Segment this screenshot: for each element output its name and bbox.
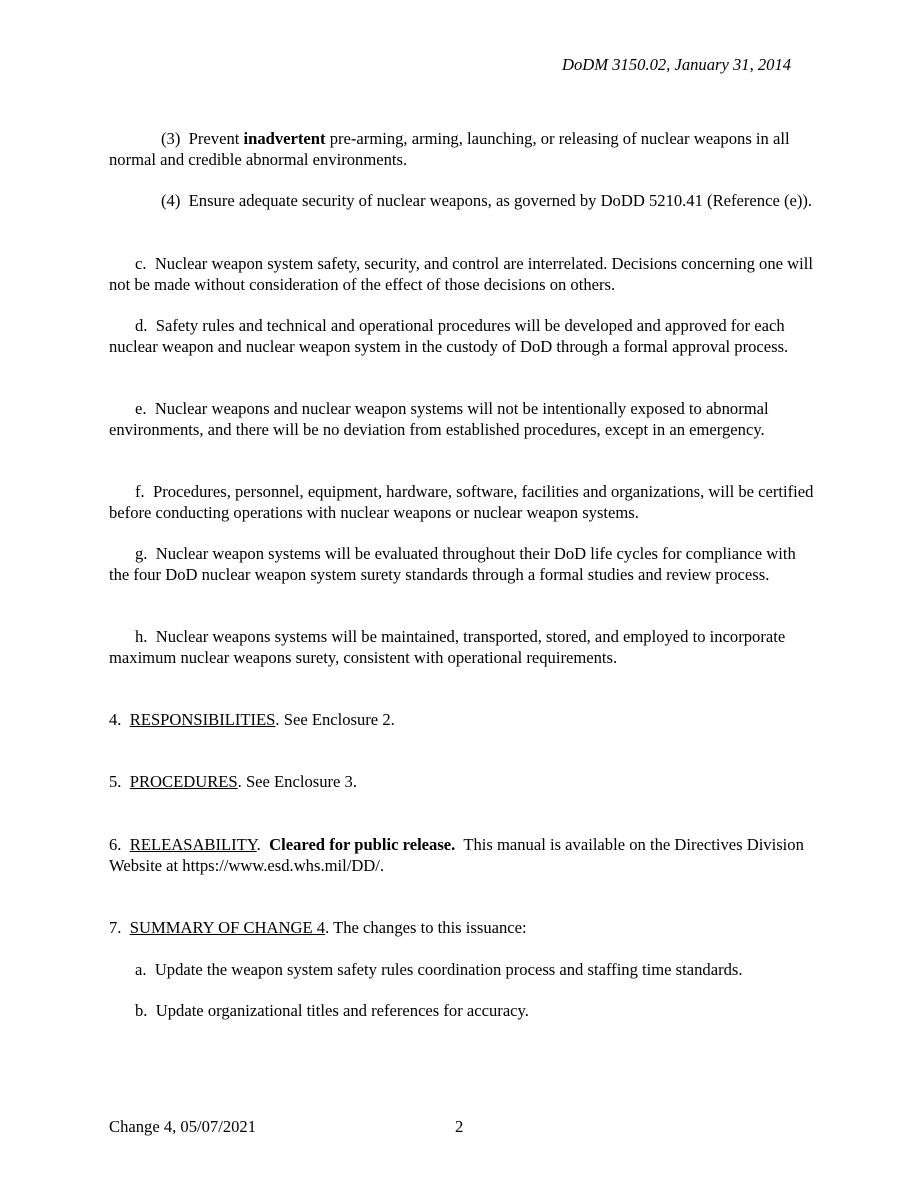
paragraph-label: f. — [135, 482, 145, 501]
paragraph-d — [109, 316, 814, 358]
paragraph-label: e. — [135, 399, 147, 418]
section-text: . The changes to this issuance: — [325, 918, 527, 937]
item-text: Update the weapon system safety rules coordination process and staffing time standards. — [154, 960, 743, 979]
paragraph-text: Nuclear weapon systems will be evaluated throughout their DoD life cycles for compliance with the four DoD nuclear weapon system surety standards through a formal studies and review process. — [109, 544, 796, 584]
paragraph-label: h. — [135, 627, 148, 646]
item-text: Update organizational titles and references for accuracy. — [155, 1001, 529, 1020]
section-6 — [109, 835, 814, 877]
document-header: DoDM 3150.02, January 31, 2014 — [562, 55, 792, 74]
section-number: 5. — [109, 772, 122, 791]
paragraph-4 — [109, 191, 814, 212]
item-label: a. — [135, 960, 147, 979]
paragraph-number: (3) — [161, 129, 181, 148]
section-number: 4. — [109, 710, 122, 729]
paragraph-text: pre-arming, arming, launching, or releasing of nuclear weapons in all normal and credible abnormal environments. — [109, 129, 790, 169]
footer-change-note: Change 4, 05/07/2021 — [109, 1117, 257, 1136]
emphasis-inadvertent: inadvertent — [243, 129, 326, 148]
section-text: . See Enclosure 2. — [275, 710, 395, 729]
section-number: 7. — [109, 918, 122, 937]
section-text: This manual is available on the Directives Division Website at https://www.esd.whs.mil/DD/. — [109, 835, 808, 875]
section-title: RELEASABILITY — [129, 835, 257, 854]
section-text: . See Enclosure 3. — [237, 772, 357, 791]
section-title: RESPONSIBILITIES — [129, 710, 276, 729]
paragraph-g — [109, 544, 814, 586]
section-4 — [109, 710, 814, 731]
paragraph-h — [109, 627, 814, 669]
section-7-item-b — [109, 1001, 814, 1022]
release-statement: Cleared for public release. — [269, 835, 456, 854]
section-title: SUMMARY OF CHANGE 4 — [129, 918, 326, 937]
paragraph-text-lead: Prevent — [188, 129, 240, 148]
paragraph-text: Nuclear weapons systems will be maintained, transported, stored, and employed to incorporate maximum nuclear weapons surety, consistent with operational requirements. — [109, 627, 786, 667]
section-7 — [109, 918, 814, 939]
section-title: PROCEDURES — [129, 772, 238, 791]
paragraph-text: Nuclear weapons and nuclear weapon systems will not be intentionally exposed to abnormal environments, and there will be no deviation from established procedures, except in an emergency. — [109, 399, 769, 439]
section-separator: . — [256, 835, 270, 854]
section-number: 6. — [109, 835, 122, 854]
paragraph-text: Safety rules and technical and operational procedures will be developed and approved for each nuclear weapon and nuclear weapon system in the custody of DoD through a formal approval process. — [109, 316, 789, 356]
paragraph-label: c. — [135, 254, 147, 273]
page-number: 2 — [455, 1117, 464, 1136]
paragraph-number: (4) — [161, 191, 181, 210]
item-label: b. — [135, 1001, 148, 1020]
paragraph-e — [109, 399, 814, 441]
paragraph-text: Ensure adequate security of nuclear weapons, as governed by DoDD 5210.41 (Reference (e)). — [188, 191, 813, 210]
section-7-item-a — [109, 960, 814, 981]
paragraph-c — [109, 254, 814, 296]
paragraph-f — [109, 482, 814, 524]
paragraph-3 — [109, 129, 814, 171]
paragraph-text: Nuclear weapon system safety, security, and control are interrelated. Decisions concerning one will not be made without consideration of the effect of those decisions on others. — [109, 254, 813, 294]
section-5 — [109, 772, 814, 793]
paragraph-text: Procedures, personnel, equipment, hardware, software, facilities and organizations, will be certified before conducting operations with nuclear weapons or nuclear weapon systems. — [109, 482, 814, 522]
paragraph-label: g. — [135, 544, 148, 563]
paragraph-label: d. — [135, 316, 148, 335]
